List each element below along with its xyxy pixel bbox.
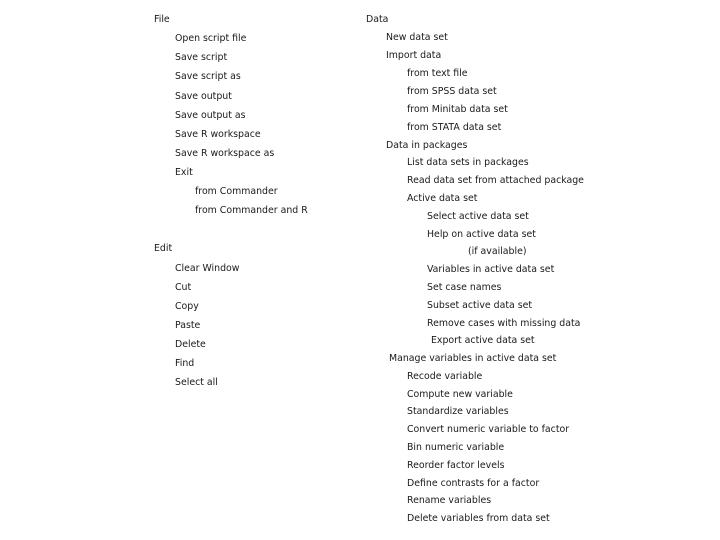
menu-item-recode-variable[interactable]: Recode variable [407, 371, 483, 382]
menu-item-active-data-set[interactable]: Active data set [407, 193, 478, 204]
menu-item-save-output-as[interactable]: Save output as [175, 110, 246, 121]
menu-item-subset-active-data-set[interactable]: Subset active data set [427, 300, 533, 311]
menu-item-new-data-set[interactable]: New data set [386, 32, 448, 43]
menu-item-import-from-stata[interactable]: from STATA data set [407, 122, 502, 133]
menu-item-set-case-names[interactable]: Set case names [427, 282, 502, 293]
edit-menu-title[interactable]: Edit [154, 243, 173, 254]
menu-item-bin-numeric-variable[interactable]: Bin numeric variable [407, 442, 505, 453]
menu-item-save-r-workspace-as[interactable]: Save R workspace as [175, 148, 275, 159]
menu-item-cut[interactable]: Cut [175, 282, 192, 293]
menu-item-delete[interactable]: Delete [175, 339, 206, 350]
menu-item-save-r-workspace[interactable]: Save R workspace [175, 129, 261, 140]
menu-item-delete-variables[interactable]: Delete variables from data set [407, 513, 550, 524]
menu-item-read-data-set-from-package[interactable]: Read data set from attached package [407, 175, 584, 186]
menu-item-copy[interactable]: Copy [175, 301, 199, 312]
menu-item-manage-variables[interactable]: Manage variables in active data set [389, 353, 557, 364]
menu-item-open-script-file[interactable]: Open script file [175, 33, 247, 44]
menu-item-standardize-variables[interactable]: Standardize variables [407, 406, 509, 417]
menu-item-rename-variables[interactable]: Rename variables [407, 495, 492, 506]
menu-item-help-on-active-data-set[interactable]: Help on active data set [427, 229, 536, 240]
menu-item-clear-window[interactable]: Clear Window [175, 263, 240, 274]
menu-item-variables-in-active-data-set[interactable]: Variables in active data set [427, 264, 555, 275]
menu-item-exit-from-commander-and-r[interactable]: from Commander and R [195, 205, 308, 216]
menu-item-exit-from-commander[interactable]: from Commander [195, 186, 278, 197]
file-menu-title[interactable]: File [154, 14, 170, 25]
menu-item-define-contrasts[interactable]: Define contrasts for a factor [407, 478, 540, 489]
menu-item-save-script[interactable]: Save script [175, 52, 228, 63]
menu-item-save-output[interactable]: Save output [175, 91, 232, 102]
menu-item-find[interactable]: Find [175, 358, 195, 369]
menu-item-select-active-data-set[interactable]: Select active data set [427, 211, 529, 222]
menu-item-note-if-available: (if available) [468, 246, 527, 257]
menu-item-import-data[interactable]: Import data [386, 50, 442, 61]
data-menu-title[interactable]: Data [366, 14, 389, 25]
menu-item-list-data-sets-in-packages[interactable]: List data sets in packages [407, 157, 529, 168]
menu-item-convert-numeric-to-factor[interactable]: Convert numeric variable to factor [407, 424, 570, 435]
menu-item-import-from-spss[interactable]: from SPSS data set [407, 86, 497, 97]
menu-item-paste[interactable]: Paste [175, 320, 201, 331]
menu-item-import-from-minitab[interactable]: from Minitab data set [407, 104, 508, 115]
menu-item-export-active-data-set[interactable]: Export active data set [431, 335, 535, 346]
menu-item-data-in-packages[interactable]: Data in packages [386, 140, 468, 151]
menu-item-select-all[interactable]: Select all [175, 377, 218, 388]
menu-item-import-from-text-file[interactable]: from text file [407, 68, 468, 79]
menu-item-save-script-as[interactable]: Save script as [175, 71, 241, 82]
menu-item-compute-new-variable[interactable]: Compute new variable [407, 389, 513, 400]
menu-item-exit[interactable]: Exit [175, 167, 193, 178]
menu-item-remove-cases-with-missing-data[interactable]: Remove cases with missing data [427, 318, 581, 329]
menu-item-reorder-factor-levels[interactable]: Reorder factor levels [407, 460, 505, 471]
